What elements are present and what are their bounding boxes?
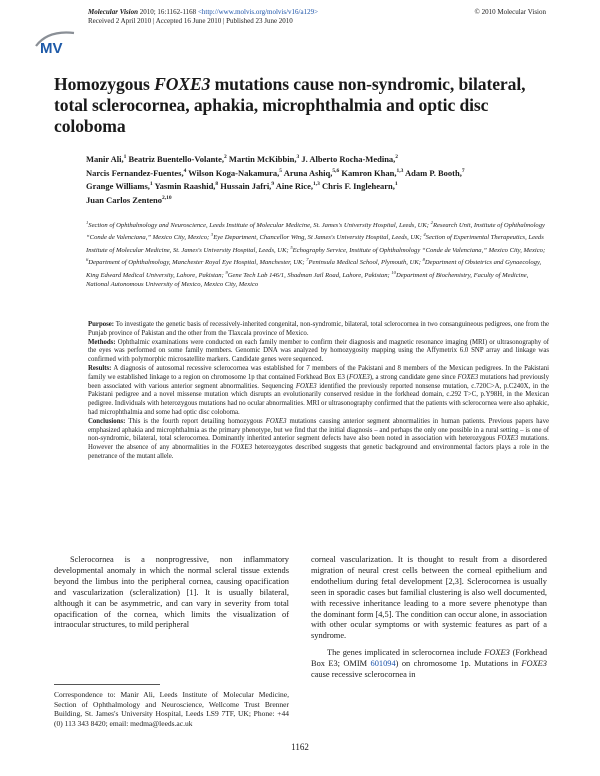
gene-name: FOXE3 [231,444,252,452]
author-name: Adam P. Booth, [403,167,462,178]
article-url-link[interactable]: <http://www.molvis.org/molvis/v16/a129> [197,8,319,16]
page-number: 1162 [291,742,309,752]
title-gene: FOXE3 [154,74,211,94]
conclusions-text: mutations. However the absence of any abnormalities in the [88,435,549,452]
journal-citation: 2010; 16:1162-1168 [139,8,197,16]
results-text: ), a strong candidate gene since [369,373,458,381]
author-name: Chris F. Inglehearn, [319,181,395,192]
author-name: Narcis Fernandez-Fuentes, [86,167,184,178]
author-affil-sup: 4 [183,167,187,174]
title-part-2: mutations cause non-syndromic, bilateral, total sclerocornea, aphakia, microphthalmia and optic disc coloboma [54,74,526,136]
author-affil-sup: 1 [394,181,398,188]
author-name: J. Alberto Rocha-Medina, [299,153,396,164]
author-affil-sup: 1,3 [396,167,404,174]
author-name: Hussain Jafri, [218,181,272,192]
affil-sup: 8 [422,257,425,263]
author-affil-sup: 9 [271,181,275,188]
affiliation: Department of Ophthalmology, Manchester Royal Eye Hospital, Manchester, UK; [88,259,307,267]
author-list [86,152,546,207]
purpose-label: Purpose: [88,321,115,328]
body-paragraph: corneal vascularization. It is thought to result from a disordered migration of neural crest cells between the corneal epithelium and endothelium during fetal development [2,3]. Sclerocornea is usually seen in sporadic cases but familial clustering is also well documented, with recessive inheritance leading to a more severe phenotype than the dominant form [4,5]. The condition can occur alone, in association with other ocular symptoms or with systemic features as part of a syndrome. [311,555,547,641]
molecular-vision-logo [34,28,82,56]
body-text: cause recessive sclerocornea in [311,670,416,680]
results-text: mutations had previously been associated with various anterior segment abnormalities. Sequencing [88,373,549,390]
author-name: Martin McKibbin, [226,153,297,164]
abstract-results [88,365,549,418]
author-affil-sup: 1,3 [313,181,320,188]
body-column-left [54,555,289,631]
journal-header [88,8,418,26]
author-affil-sup: 2,10 [162,194,172,201]
affiliation: Gene Tech Lab 146/1, Shadman Jail Road, Lahore, Pakistan; [227,271,392,279]
conclusions-text: mutations causing anterior segment abnormalities in human patients. Previous papers have emphasized aphakia and microphthalmia as the primary phenotype, but we find that the initial diagnosis – and perhaps the only one possible in a rural setting – is one of non-syndromic, bilateral, total sclerocornea. Dominantly inherited anterior segment defects have also been noted in association with heterozygous [88,417,549,443]
footnote-divider [54,684,160,685]
author-affil-sup: 1 [149,181,153,188]
affil-sup: 10 [391,269,396,275]
affil-sup: 5 [290,244,293,250]
author-name: Kamron Khan, [339,167,397,178]
results-label: Results: [88,364,112,372]
methods-label: Methods: [88,338,116,346]
abstract-methods [88,339,549,365]
author-affil-sup: 3 [296,154,300,160]
body-column-right [311,555,547,681]
body-text: The genes implicated in sclerocornea include [327,648,485,658]
author-name: Juan Carlos Zenteno [86,194,163,205]
affiliation: Peninsula Medical School, Plymouth, UK; [308,259,423,267]
body-text: (Forkhead Box E3; OMIM [311,648,548,669]
correspondence-note: Correspondence to: Manir Ali, Leeds Institute of Molecular Medicine, Section of Ophthalmology and Neuroscience, Wellcome Trust Brenner Building, St. James's University Hospital, Leeds LS9 7TF, UK; Phone: +44 (0) 113 343 8420; email: medma@leeds.ac.uk [54,690,289,728]
conclusions-text: This is the fourth report detailing homozygous [125,417,266,425]
author-name: Aine Rice, [274,181,314,192]
author-name: Manir Ali, [86,153,124,164]
article-title [54,74,554,137]
affil-sup: 1 [86,220,89,225]
body-paragraph: Sclerocornea is a nonprogressive, non inflammatory developmental anomaly in which the normal scleral tissue extends beyond the limbus into the peripheral cornea, causing opacification and vascularization (scleralization) [1]. It is usually bilateral, although it can be asymmetric, and can vary in severity from total opacification of the cornea, which limits the visualization of intraocular structures, to mild peripheral [54,555,289,630]
author-affil-sup: 5,6 [332,167,340,174]
abstract-conclusions [88,418,549,462]
abstract [88,321,549,462]
results-text: A diagnosis of autosomal recessive sclerocornea was established for 7 members of the Pakistani and 8 members of the Mexican pedigrees. In the Pakistani family we established linkage to a region on chromosome 1p that contained Forkhead Box E3 ( [88,364,549,381]
body-text: ) on chromosome 1p. Mutations in [395,659,522,669]
gene-name: FOXE3 [457,373,479,381]
gene-name: FOXE3 [265,417,287,425]
affiliation: Department of Obstetrics and Gynaecology, King Edward Medical University, Lahore, Pakistan; [86,259,542,279]
affiliation: Department of Biochemistry, Faculty of Medicine, National Autonomous University of Mexico, Mexico City, Mexico [86,271,529,288]
purpose-text: To investigate the genetic basis of recessively-inherited congenital, non-syndromic, bilateral, total sclerocornea in two consanguineous pedigrees, one from the Punjab province of Pakistan and the other from the Tlaxcala province of Mexico. [88,321,549,337]
omim-link[interactable]: 601094 [370,659,396,669]
affil-sup: 9 [225,269,228,275]
journal-name: Molecular Vision [88,8,138,16]
abstract-purpose [88,321,549,339]
affil-sup: 6 [86,257,89,263]
gene-name: FOXE3 [521,659,547,669]
gene-name: FOXE3 [484,648,510,658]
author-name: Aruna Ashiq, [282,167,333,178]
affiliations [86,218,552,289]
author-affil-sup: 2 [395,154,399,160]
title-part-1: Homozygous [54,74,155,94]
conclusions-label: Conclusions: [88,417,126,425]
affil-sup: 4 [423,232,426,238]
methods-text: Ophthalmic examinations were conducted on each family member to confirm their diagnosis and magnetic resonance imaging (MRI) or ultrasonography of the eyes was performed on some family members. Genomic DNA was analyzed by homozygosity mapping using the Affymetrix 6.0 SNP array and linkage was confirmed with polymorphic microsatellite markers. Candidate genes were sequenced. [88,338,549,364]
gene-name: FOXE3 [497,435,519,443]
affil-sup: 2 [430,220,433,225]
author-name: Yasmin Raashid, [152,181,216,192]
author-name: Beatriz Buentello-Volante, [126,153,225,164]
copyright: © 2010 Molecular Vision [474,8,546,16]
author-affil-sup: 5 [279,167,283,174]
gene-name: FOXE3 [295,382,317,390]
body-paragraph [311,648,547,681]
logo-text: MV [40,40,63,56]
affil-sup: 7 [306,257,309,263]
affiliation: Section of Ophthalmology and Neuroscience, Leeds Institute of Molecular Medicine, St. James's University Hospital, Leeds, UK; [88,222,431,230]
author-affil-sup: 1 [123,154,127,160]
gene-name: FOXE3 [348,373,370,381]
author-affil-sup: 7 [461,167,465,174]
author-affil-sup: 2 [224,154,227,160]
conclusions-text: heterozygotes described suggests that genetic background and environmental factors plays a role in the penetrance of the mutant allele. [88,444,549,460]
affiliation: Section of Experimental Therapeutics, Leeds Institute of Molecular Medicine, St. James's University Hospital, Leeds, UK; [86,234,544,254]
author-affil-sup: 8 [215,181,219,188]
publication-dates: Received 2 April 2010 | Accepted 16 June 2010 | Published 23 June 2010 [88,17,293,25]
affiliation: Research Unit, Institute of Ophthalmology “Conde de Valenciana,” Mexico City, Mexico; [86,222,545,242]
author-name: Grange Williams, [86,181,150,192]
author-name: Wilson Koga-Nakamura, [186,167,280,178]
results-text: identified the previously reported nonsense mutation, c.720C>A, p.C240X, in the Pakistani pedigree and a novel missense mutation which disrupts an evolutionarily conserved residue in the forkhead domain, c.292 T>C, p.Y98H, in the Mexican pedigree. Individuals with heterozygous mutations had no ocular abnormalities. MRI or ultrasonography confirmed that the patients with sclerocornea were also aphakic, had microphthalmia and some had optic disc coloboma. [88,382,550,416]
affil-sup: 3 [210,232,214,238]
affiliation: Eye Department, Chancellor Wing, St James's University Hospital, Leeds, UK; [213,234,424,242]
affiliation: Echography Service, Institute of Ophthalmology “Conde de Valenciana,” Mexico City, Mexico; [292,246,546,254]
